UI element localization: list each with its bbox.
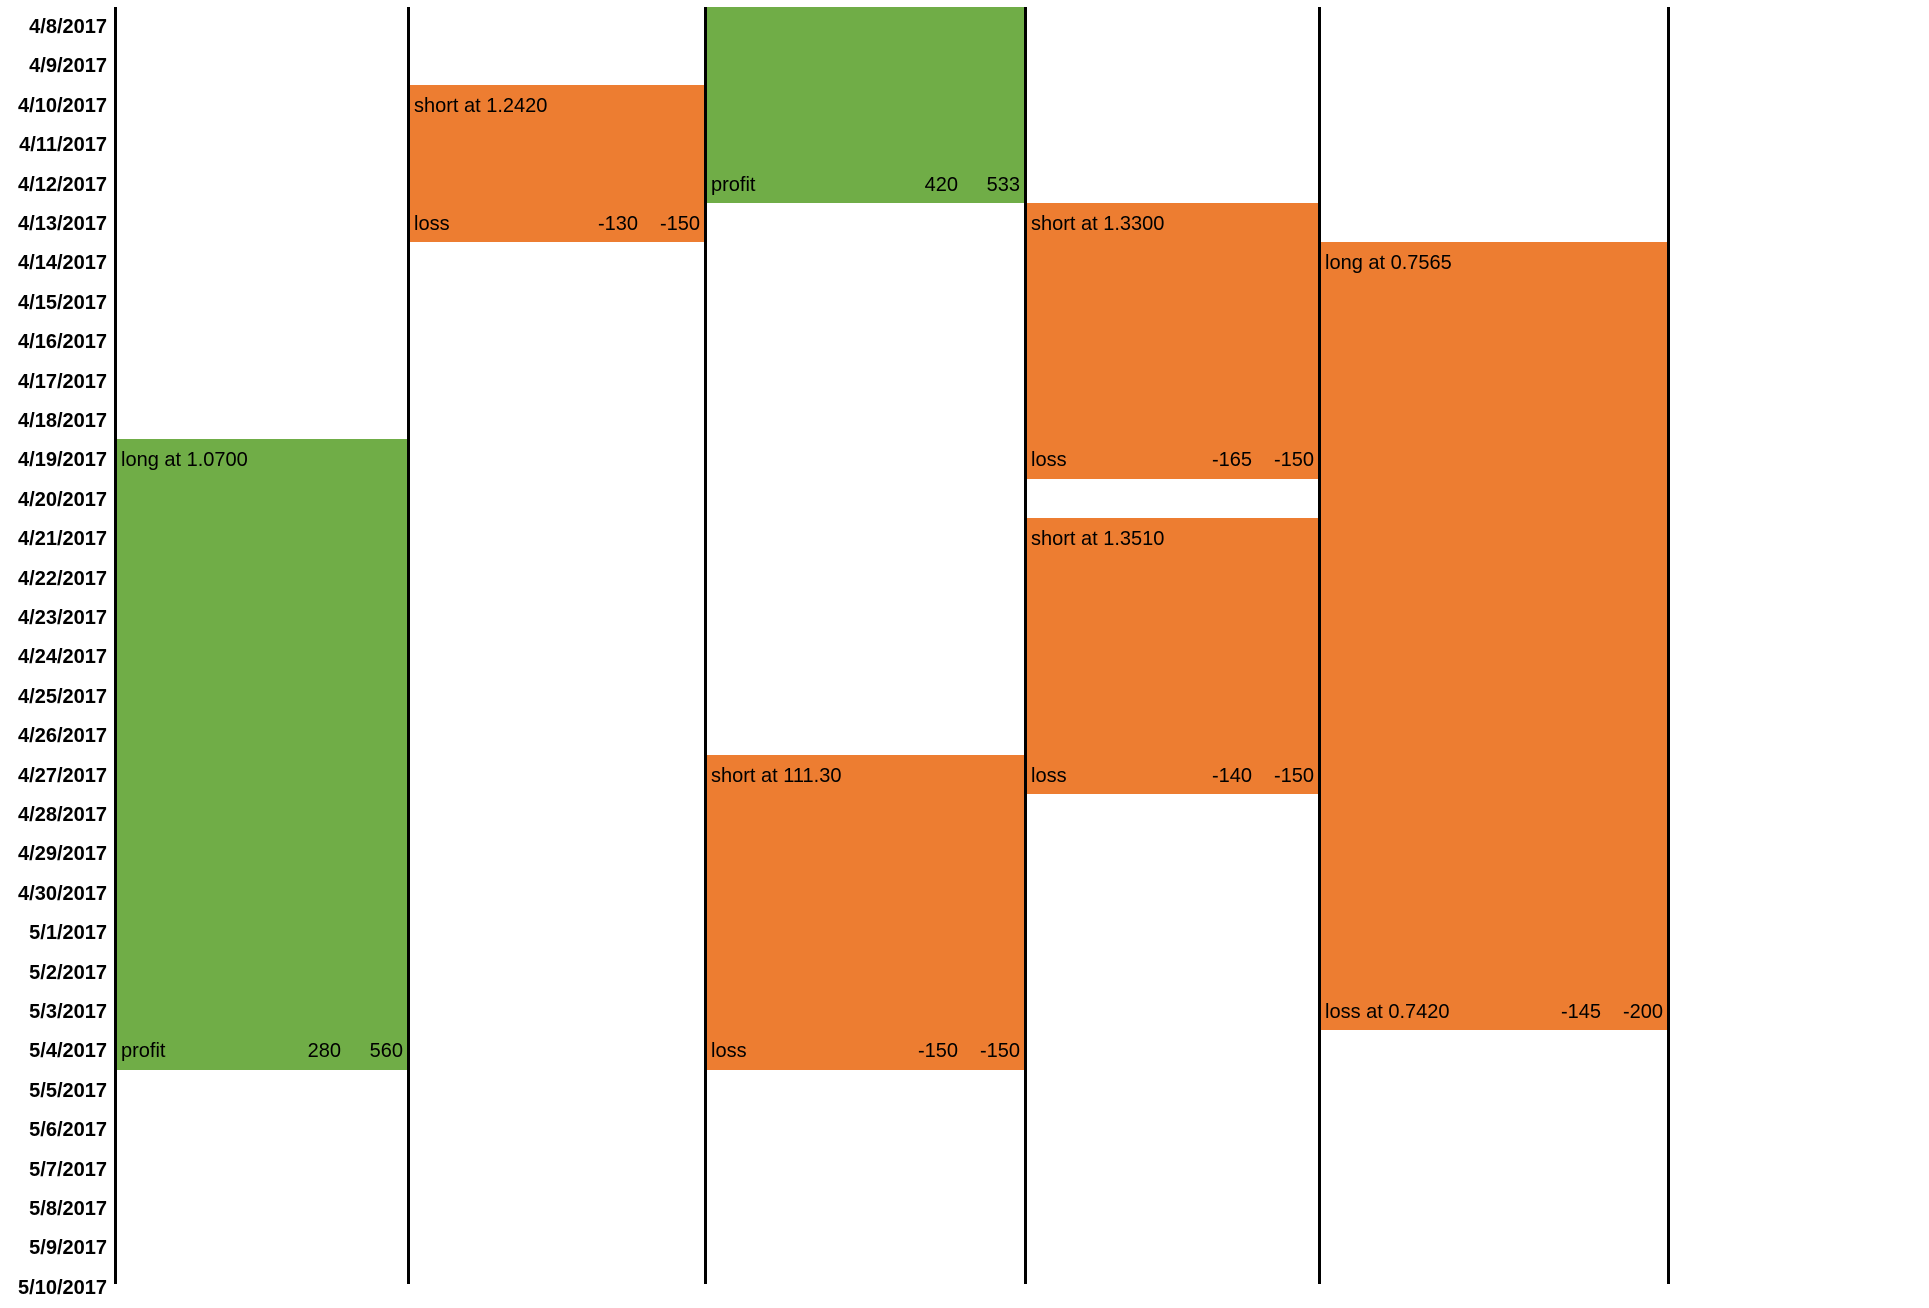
trade-value-b: 533 <box>986 173 1020 196</box>
trade-value-a: -140 <box>1211 764 1252 787</box>
date-label: 4/25/2017 <box>18 685 107 708</box>
column-divider <box>1024 7 1027 1284</box>
date-label: 4/26/2017 <box>18 725 107 748</box>
profit-trade-block <box>117 439 407 1069</box>
trade-open-label: short at 1.3300 <box>1031 213 1165 235</box>
date-label: 4/28/2017 <box>18 804 107 826</box>
date-label: 4/22/2017 <box>18 567 107 590</box>
loss-trade-block <box>1027 203 1318 479</box>
date-label: 4/20/2017 <box>18 488 107 511</box>
date-label: 5/9/2017 <box>29 1237 107 1260</box>
loss-trade-block <box>1321 242 1667 1030</box>
column-divider <box>114 7 117 1284</box>
trade-open-label: short at 1.3510 <box>1031 528 1165 551</box>
date-label: 5/7/2017 <box>29 1158 107 1181</box>
date-label: 4/10/2017 <box>18 94 107 117</box>
date-label: 4/27/2017 <box>18 764 107 787</box>
date-label: 4/11/2017 <box>19 134 107 157</box>
date-label: 4/17/2017 <box>18 370 107 393</box>
trade-open-label: short at 111.30 <box>711 764 842 787</box>
date-label: 4/29/2017 <box>18 843 107 866</box>
trade-value-b: -200 <box>1622 1001 1663 1023</box>
trade-value-b: -150 <box>659 213 700 235</box>
loss-trade-block <box>1027 518 1318 794</box>
trade-value-a: 280 <box>307 1040 341 1063</box>
trade-value-b: 560 <box>369 1040 403 1063</box>
date-label: 4/19/2017 <box>18 449 107 472</box>
trade-close-label: loss <box>711 1040 747 1063</box>
date-label: 4/9/2017 <box>29 55 107 78</box>
trade-close-label: loss at 0.7420 <box>1325 1001 1450 1023</box>
trade-value-a: -130 <box>597 213 638 235</box>
trade-value-a: -165 <box>1211 449 1252 472</box>
trade-value-a: -145 <box>1560 1001 1601 1023</box>
trade-value-a: 420 <box>924 173 958 196</box>
date-label: 4/14/2017 <box>18 252 107 275</box>
trade-close-label: profit <box>711 173 756 196</box>
date-label: 5/1/2017 <box>29 922 107 945</box>
date-label: 4/23/2017 <box>18 607 107 629</box>
trade-open-label: long at 1.0700 <box>121 449 248 472</box>
trade-open-label: long at 0.7565 <box>1325 252 1452 275</box>
date-label: 4/8/2017 <box>29 16 107 38</box>
date-label: 4/21/2017 <box>18 528 107 551</box>
date-label: 4/24/2017 <box>18 646 107 669</box>
date-label: 4/13/2017 <box>18 213 107 235</box>
trade-value-b: -150 <box>979 1040 1020 1063</box>
date-label: 5/2/2017 <box>29 961 107 984</box>
trade-value-a: -150 <box>917 1040 958 1063</box>
date-label: 5/10/2017 <box>18 1276 107 1299</box>
trade-open-label: short at 1.2420 <box>414 94 548 117</box>
trade-close-label: loss <box>1031 764 1067 787</box>
trade-value-b: -150 <box>1273 764 1314 787</box>
date-label: 4/30/2017 <box>18 882 107 905</box>
trade-close-label: profit <box>121 1040 166 1063</box>
column-divider <box>1318 7 1321 1284</box>
date-label: 5/4/2017 <box>29 1040 107 1063</box>
trade-close-label: loss <box>414 213 450 235</box>
trade-value-b: -150 <box>1273 449 1314 472</box>
loss-trade-block <box>707 755 1024 1070</box>
date-label: 4/12/2017 <box>18 173 107 196</box>
date-label: 5/3/2017 <box>29 1001 107 1023</box>
column-divider <box>407 7 410 1284</box>
column-divider <box>704 7 707 1284</box>
date-label: 5/8/2017 <box>29 1198 107 1220</box>
column-divider <box>1667 7 1670 1284</box>
date-label: 5/5/2017 <box>29 1079 107 1102</box>
date-label: 4/15/2017 <box>18 291 107 314</box>
date-label: 5/6/2017 <box>29 1119 107 1142</box>
date-label: 4/18/2017 <box>18 410 107 432</box>
trade-close-label: loss <box>1031 449 1067 472</box>
date-label: 4/16/2017 <box>18 331 107 354</box>
